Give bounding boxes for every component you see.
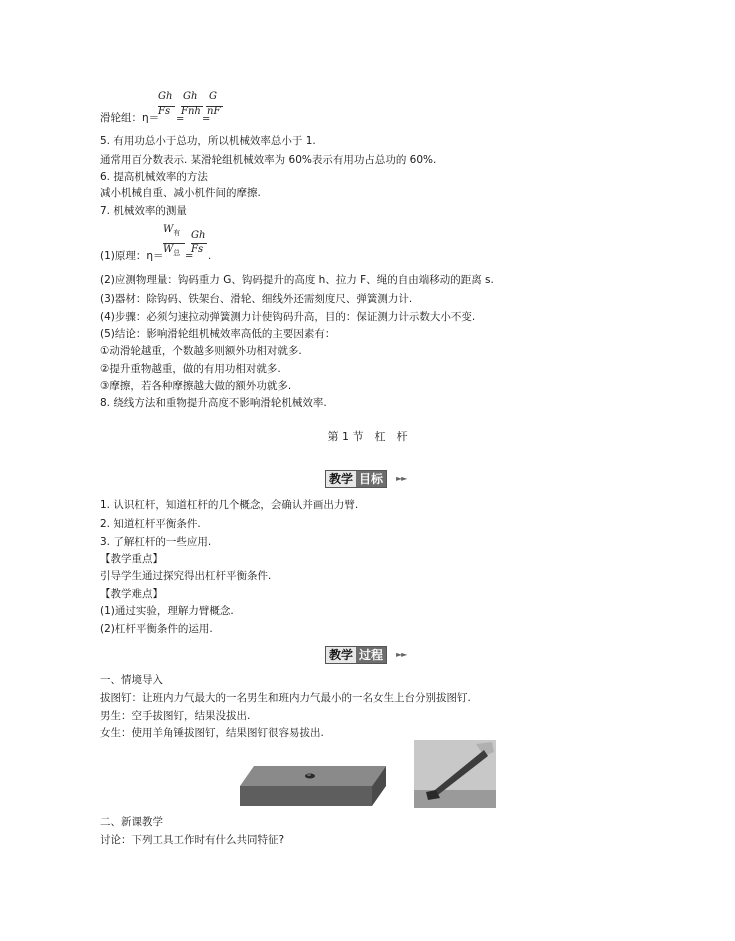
- text-line: ①动滑轮越重，个数越多则额外功相对就多.: [100, 345, 302, 357]
- formula-numerator: Gh: [183, 91, 198, 102]
- text-line: 引导学生通过探究得出杠杆平衡条件.: [100, 570, 272, 582]
- formula-numerator: G: [209, 91, 217, 102]
- text-line: (2)应测物理量：钩码重力 G、钩码提升的高度 h、拉力 F、绳的自由端移动的距离 s.: [100, 274, 494, 286]
- text-line: 6. 提高机械效率的方法: [100, 171, 208, 183]
- banner-teaching-process: [325, 646, 420, 664]
- text-line: (2)杠杆平衡条件的运用.: [100, 623, 213, 635]
- formula-label: 滑轮组：η＝: [100, 112, 160, 124]
- formula-denominator: Fnh: [181, 106, 201, 117]
- formula-numerator: Gh: [158, 91, 173, 102]
- formula-denominator: W: [163, 244, 174, 255]
- text-line: (4)步骤：必须匀速拉动弹簧测力计使钩码升高，目的：保证测力计示数大小不变.: [100, 311, 476, 323]
- text-line: (5)结论：影响滑轮组机械效率高低的主要因素有：: [100, 328, 336, 340]
- formula-label: (1)原理：η＝: [100, 250, 164, 262]
- text-line: ②提升重物越重，做的有用功相对就多.: [100, 363, 281, 375]
- text-line: 通常用百分数表示. 某滑轮组机械效率为 60%表示有用功占总功的 60%.: [100, 154, 437, 166]
- text-line: (3)器材：除钩码、铁架台、滑轮、细线外还需刻度尺、弹簧测力计.: [100, 293, 413, 305]
- text-line: 3. 了解杠杆的一些应用.: [100, 536, 212, 548]
- banner-part-b: 目标: [356, 471, 386, 487]
- document-page: Gh Gh G 滑轮组：η＝ Fs = Fnh = nF 5. 有用功总小于总功，所以机械效率总小于 1. 通常用百分数表示. 某滑轮组机械效率为 60%表示有用功占总功的 60%. 6. 提高机械效率的方法 减小机械自重、减小机件间的摩擦. 7. 机械效率的测量 $W_有$ Gh (1)原理：η＝ $W_总$ = Fs . (2)应测物理量：钩码重力 G、钩码提升的高度 h、拉力 F、绳的自由端移动的距离 s. (3)器材：除钩码、铁架台、滑轮、细线外还需刻度尺、弹簧测力计. (4)步骤：必须匀速拉动弹簧测力计使钩码升高，目的：保证测力计示数大小不变. (5)结论：影响滑轮组机械效率高低的主要因素有： ①动滑轮越重，个数越多则额外功相对就多. ②提升重物越重，做的有用功相对就多. ③摩擦，若各种摩擦越大做的额外功就多. 8. 绕线方法和重物提升高度不影响滑轮机械效率. 第 1 节 杠 杆 教学 目标 ►► 1. 认识杠杆，知道杠杆的几个概念，会确认并画出力臂. 2. 知道杠杆平衡条件. 3. 了解杠杆的一些应用. 【教学重点】 引导学生通过探究得出杠杆平衡条件. 【教学难点】 (1)通过实验，理解力臂概念. (2)杠杆平衡条件的运用. 教学 过程 ►► 一、情境导入 拔图钉：让班内力气最大的一名男生和班内力气最小的一名女生上台分别拔图钉. 男生：空手拔图钉，结果没拔出. 女生：使用羊角锤拔图钉，结果图钉很容易拔出. 二、新课教学 讨论：下列工具工作时有什么共同特征?: [0, 0, 735, 941]
- banner-part-a: 教学: [326, 647, 356, 663]
- formula-numerator: W: [163, 224, 174, 235]
- section-title: 第 1 节 杠 杆: [327, 430, 408, 443]
- text-line: 讨论：下列工具工作时有什么共同特征?: [100, 834, 285, 846]
- text-line: 2. 知道杠杆平衡条件.: [100, 518, 201, 530]
- text-line: 二、新课教学: [100, 816, 163, 828]
- text-line: (1)通过实验，理解力臂概念.: [100, 605, 234, 617]
- text-line: 5. 有用功总小于总功，所以机械效率总小于 1.: [100, 135, 316, 147]
- text-line: 女生：使用羊角锤拔图钉，结果图钉很容易拔出.: [100, 727, 324, 739]
- text-line: 1. 认识杠杆，知道杠杆的几个概念，会确认并画出力臂.: [100, 499, 359, 511]
- text-line: 【教学重点】: [100, 553, 163, 565]
- text-line: 一、情境导入: [100, 674, 163, 686]
- formula-denominator: Fs: [158, 106, 171, 117]
- banner-teaching-goals: [325, 470, 420, 488]
- banner-part-b: 过程: [356, 647, 386, 663]
- board-thumbtack-photo: [240, 756, 386, 808]
- banner-part-a: 教学: [326, 471, 356, 487]
- text-line: 7. 机械效率的测量: [100, 205, 187, 217]
- formula-denominator: nF: [207, 106, 221, 117]
- formula-subscript: 有: [173, 229, 181, 237]
- text-line: 男生：空手拔图钉，结果没拔出.: [100, 710, 251, 722]
- double-arrow-icon: ►►: [396, 474, 407, 483]
- text-line: ③摩擦，若各种摩擦越大做的额外功就多.: [100, 380, 292, 392]
- double-arrow-icon: ►►: [396, 650, 407, 659]
- formula-subscript: 总: [173, 249, 181, 257]
- formula-denominator: Fs: [191, 244, 204, 255]
- formula-numerator: Gh: [191, 230, 206, 241]
- text-line: 【教学难点】: [100, 588, 163, 600]
- formula-end: .: [208, 251, 212, 262]
- text-line: 拔图钉：让班内力气最大的一名男生和班内力气最小的一名女生上台分别拔图钉.: [100, 692, 471, 704]
- text-line: 8. 绕线方法和重物提升高度不影响滑轮机械效率.: [100, 397, 327, 409]
- hammer-pulling-nail-photo: [414, 740, 496, 808]
- text-line: 减小机械自重、减小机件间的摩擦.: [100, 187, 261, 199]
